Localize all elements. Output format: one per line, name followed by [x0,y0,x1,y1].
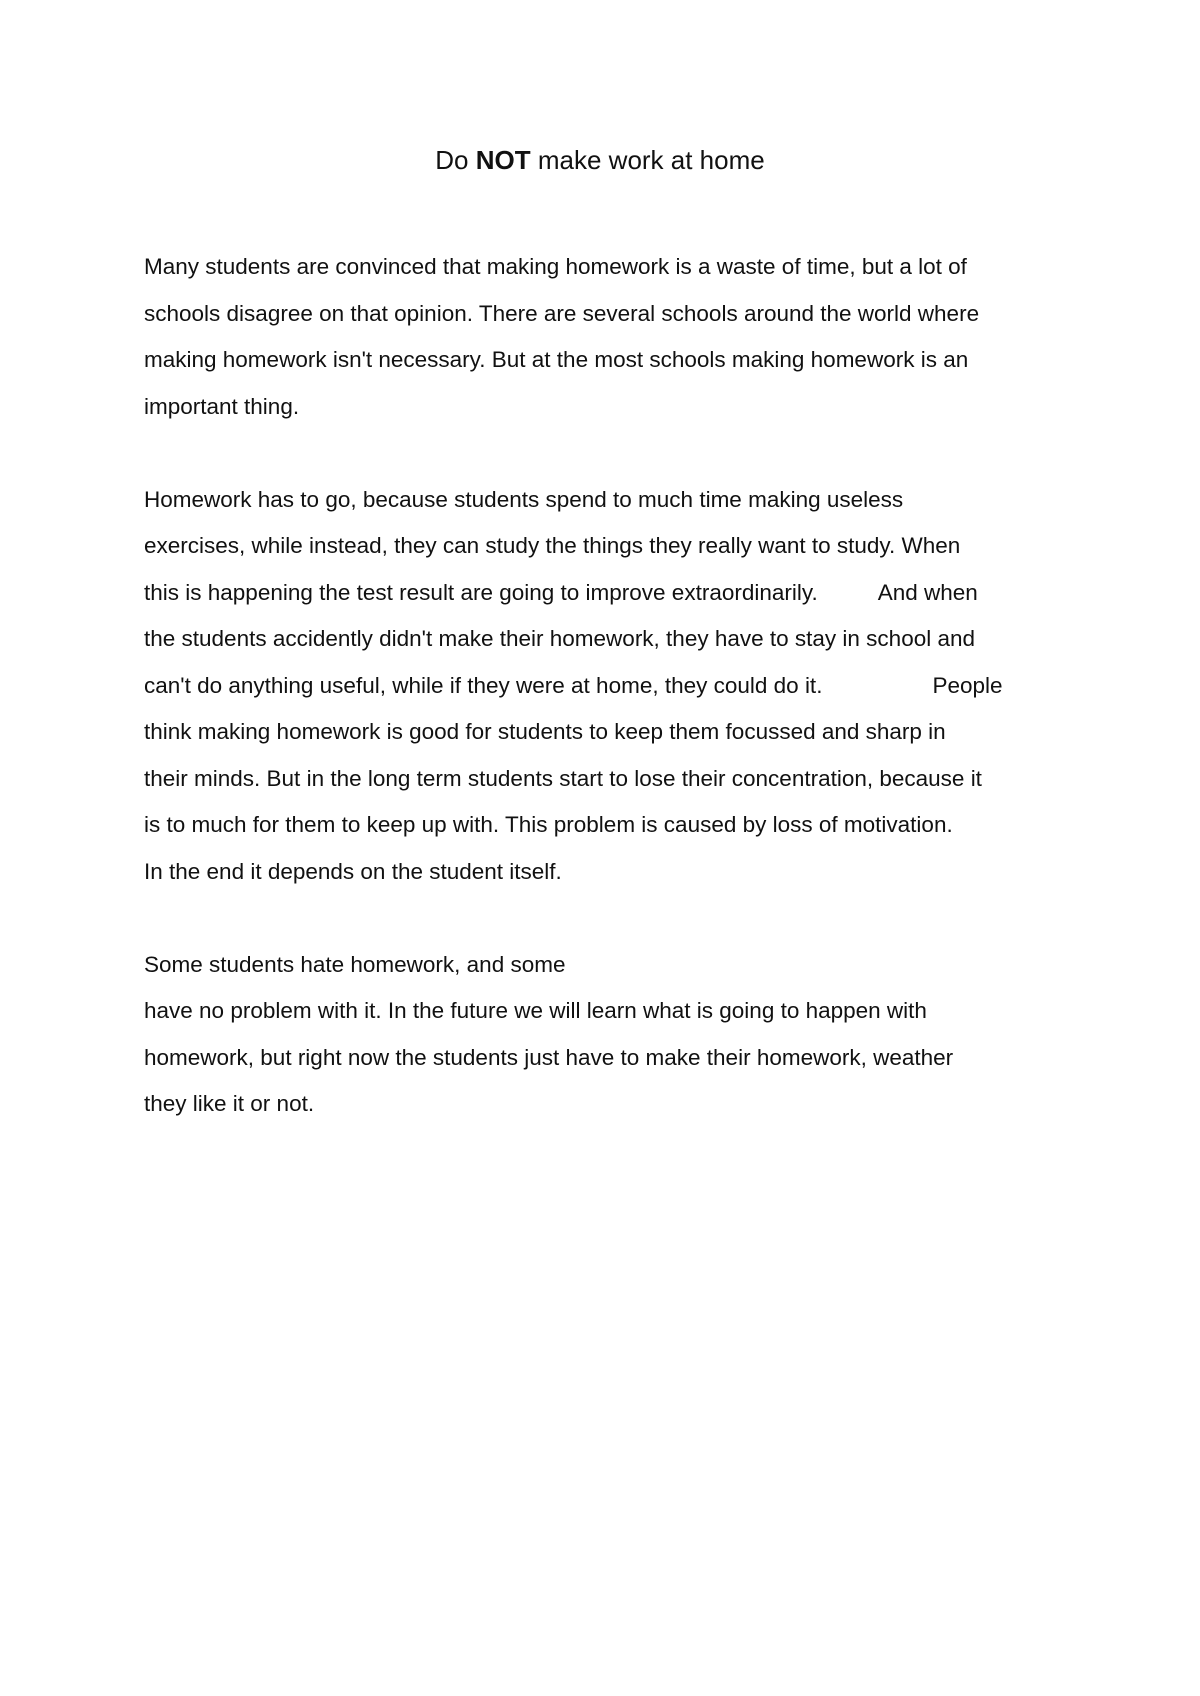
text-line: important thing. [144,393,300,419]
paragraph-1 [144,244,1104,430]
text-segment: can't do anything useful, while if they were at home, they could do it. [144,672,823,698]
document-title [0,143,1200,177]
document-body [144,244,1104,1128]
text-line: Some students hate homework, and some [144,951,566,977]
text-line: Homework has to go, because students spend to much time making useless [144,486,904,512]
text-line: their minds. But in the long term students start to lose their concentration, because it [144,765,982,791]
text-line: Many students are convinced that making homework is a waste of time, but a lot of [144,254,967,279]
text-line: making homework isn't necessary. But at the most schools making homework is an [144,347,969,372]
title-suffix: make work at home [537,145,765,175]
text-line: homework, but right now the students just have to make their homework, weather [144,1044,954,1070]
text-line: the students accidently didn't make their homework, they have to stay in school and [144,626,976,651]
text-line: have no problem with it. In the future we will learn what is going to happen with [144,998,927,1023]
paragraph-spacer [144,430,1104,477]
text-segment: And when [877,579,978,605]
text-segment: People [932,672,1003,698]
title-emphasis: NOT [475,145,531,175]
paragraph-spacer [144,895,1104,942]
text-line: they like it or not. [144,1091,315,1116]
text-line: In the end it depends on the student itself. [144,858,562,884]
title-prefix: Do [435,145,469,175]
text-line [144,570,1104,617]
text-line: exercises, while instead, they can study the things they really want to study. When [144,533,961,558]
paragraph-3 [144,942,1104,1128]
text-line: think making homework is good for students to keep them focussed and sharp in [144,719,946,744]
paragraph-2 [144,477,1104,896]
text-segment: this is happening the test result are going to improve extraordinarily. [144,579,818,605]
text-line: schools disagree on that opinion. There are several schools around the world where [144,300,980,326]
text-line [144,663,1104,710]
text-line: is to much for them to keep up with. This problem is caused by loss of motivation. [144,812,953,837]
